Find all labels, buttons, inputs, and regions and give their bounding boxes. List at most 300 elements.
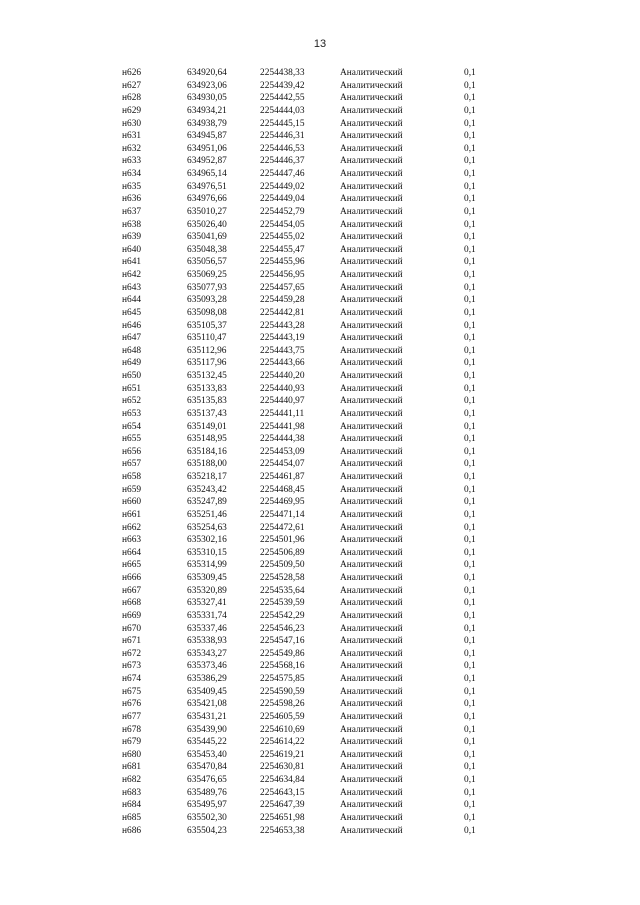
table-row (0, 774, 504, 787)
point-id-cell: н628 (122, 93, 142, 104)
y-coordinate-cell: 2254542,29 (260, 610, 305, 621)
method-cell: Аналитический (340, 522, 403, 533)
method-cell: Аналитический (340, 560, 403, 571)
point-id-cell: н686 (122, 825, 142, 836)
y-coordinate-cell: 2254605,59 (260, 711, 305, 722)
point-id-cell: н657 (122, 459, 142, 470)
x-coordinate-cell: 635148,95 (187, 434, 227, 445)
error-cell: 0,1 (464, 105, 476, 116)
y-coordinate-cell: 2254630,81 (260, 762, 305, 773)
method-cell: Аналитический (340, 825, 403, 836)
method-cell: Аналитический (340, 206, 403, 217)
table-row (0, 130, 504, 143)
y-coordinate-cell: 2254455,02 (260, 232, 305, 243)
table-row (0, 534, 504, 547)
table-row (0, 458, 504, 471)
error-cell: 0,1 (464, 699, 476, 710)
table-row (0, 143, 504, 156)
method-cell: Аналитический (340, 383, 403, 394)
x-coordinate-cell: 634923,06 (187, 80, 227, 91)
table-row (0, 711, 504, 724)
x-coordinate-cell: 635302,16 (187, 535, 227, 546)
y-coordinate-cell: 2254452,79 (260, 206, 305, 217)
error-cell: 0,1 (464, 636, 476, 647)
point-id-cell: н650 (122, 371, 142, 381)
table-row (0, 219, 504, 232)
method-cell: Аналитический (340, 156, 403, 167)
x-coordinate-cell: 635112,96 (187, 345, 227, 356)
error-cell: 0,1 (464, 560, 476, 571)
table-row (0, 812, 504, 825)
method-cell: Аналитический (340, 232, 403, 243)
point-id-cell: н632 (122, 143, 142, 154)
method-cell: Аналитический (340, 295, 403, 306)
method-cell: Аналитический (340, 711, 403, 722)
method-cell: Аналитический (340, 661, 403, 672)
error-cell: 0,1 (464, 408, 476, 419)
method-cell: Аналитический (340, 547, 403, 558)
x-coordinate-cell: 635409,45 (187, 686, 227, 697)
y-coordinate-cell: 2254454,05 (260, 219, 305, 230)
x-coordinate-cell: 635010,27 (187, 206, 227, 217)
error-cell: 0,1 (464, 585, 476, 596)
y-coordinate-cell: 2254456,95 (260, 270, 305, 280)
error-cell: 0,1 (464, 219, 476, 230)
x-coordinate-cell: 634930,05 (187, 93, 227, 104)
point-id-cell: н653 (122, 408, 142, 419)
x-coordinate-cell: 634965,14 (187, 169, 227, 179)
point-id-cell: н644 (122, 295, 142, 306)
point-id-cell: н643 (122, 282, 142, 293)
coordinates-table-body (0, 67, 504, 837)
table-row (0, 231, 504, 244)
table-row (0, 105, 504, 118)
x-coordinate-cell: 635098,08 (187, 307, 227, 318)
method-cell: Аналитический (340, 737, 403, 748)
method-cell: Аналитический (340, 169, 403, 179)
table-row (0, 559, 504, 572)
point-id-cell: н626 (122, 68, 142, 78)
table-row (0, 332, 504, 345)
x-coordinate-cell: 635254,63 (187, 522, 227, 533)
point-id-cell: н648 (122, 345, 142, 356)
x-coordinate-cell: 635320,89 (187, 585, 227, 596)
y-coordinate-cell: 2254457,65 (260, 282, 305, 293)
point-id-cell: н642 (122, 270, 142, 280)
method-cell: Аналитический (340, 724, 403, 735)
x-coordinate-cell: 635077,93 (187, 282, 227, 293)
x-coordinate-cell: 635314,99 (187, 560, 227, 571)
error-cell: 0,1 (464, 661, 476, 672)
x-coordinate-cell: 635343,27 (187, 648, 227, 659)
table-row (0, 395, 504, 408)
error-cell: 0,1 (464, 434, 476, 445)
point-id-cell: н674 (122, 674, 142, 684)
error-cell: 0,1 (464, 307, 476, 318)
y-coordinate-cell: 2254441,11 (260, 408, 305, 419)
x-coordinate-cell: 635504,23 (187, 825, 227, 836)
point-id-cell: н639 (122, 232, 142, 243)
x-coordinate-cell: 635470,84 (187, 762, 227, 773)
table-row (0, 155, 504, 168)
error-cell: 0,1 (464, 232, 476, 243)
table-row (0, 118, 504, 131)
x-coordinate-cell: 635243,42 (187, 484, 227, 495)
method-cell: Аналитический (340, 282, 403, 293)
table-row (0, 92, 504, 105)
y-coordinate-cell: 2254443,28 (260, 320, 305, 331)
error-cell: 0,1 (464, 522, 476, 533)
table-row (0, 256, 504, 269)
method-cell: Аналитический (340, 749, 403, 760)
method-cell: Аналитический (340, 333, 403, 344)
table-row (0, 648, 504, 661)
point-id-cell: н634 (122, 169, 142, 179)
error-cell: 0,1 (464, 446, 476, 457)
table-row (0, 320, 504, 333)
point-id-cell: н640 (122, 244, 142, 255)
table-row (0, 686, 504, 699)
table-row (0, 345, 504, 358)
point-id-cell: н670 (122, 623, 142, 634)
error-cell: 0,1 (464, 472, 476, 482)
error-cell: 0,1 (464, 623, 476, 634)
x-coordinate-cell: 635117,96 (187, 358, 227, 369)
point-id-cell: н681 (122, 762, 142, 773)
point-id-cell: н663 (122, 535, 142, 546)
method-cell: Аналитический (340, 623, 403, 634)
y-coordinate-cell: 2254610,69 (260, 724, 305, 735)
x-coordinate-cell: 635188,00 (187, 459, 227, 470)
method-cell: Аналитический (340, 610, 403, 621)
x-coordinate-cell: 635476,65 (187, 775, 227, 785)
y-coordinate-cell: 2254501,96 (260, 535, 305, 546)
y-coordinate-cell: 2254455,96 (260, 257, 305, 268)
point-id-cell: н641 (122, 257, 142, 268)
point-id-cell: н669 (122, 610, 142, 621)
x-coordinate-cell: 635327,41 (187, 598, 227, 609)
table-row (0, 585, 504, 598)
y-coordinate-cell: 2254455,47 (260, 244, 305, 255)
point-id-cell: н676 (122, 699, 142, 710)
error-cell: 0,1 (464, 320, 476, 331)
point-id-cell: н629 (122, 105, 142, 116)
point-id-cell: н656 (122, 446, 142, 457)
table-row (0, 635, 504, 648)
point-id-cell: н672 (122, 648, 142, 659)
x-coordinate-cell: 635386,29 (187, 674, 227, 684)
method-cell: Аналитический (340, 345, 403, 356)
error-cell: 0,1 (464, 547, 476, 558)
y-coordinate-cell: 2254509,50 (260, 560, 305, 571)
x-coordinate-cell: 634976,66 (187, 194, 227, 205)
error-cell: 0,1 (464, 762, 476, 773)
table-row (0, 724, 504, 737)
error-cell: 0,1 (464, 371, 476, 381)
method-cell: Аналитический (340, 270, 403, 280)
error-cell: 0,1 (464, 737, 476, 748)
point-id-cell: н658 (122, 472, 142, 482)
point-id-cell: н635 (122, 181, 142, 192)
error-cell: 0,1 (464, 181, 476, 192)
error-cell: 0,1 (464, 787, 476, 798)
error-cell: 0,1 (464, 749, 476, 760)
error-cell: 0,1 (464, 686, 476, 697)
error-cell: 0,1 (464, 68, 476, 78)
x-coordinate-cell: 635149,01 (187, 421, 227, 432)
y-coordinate-cell: 2254449,02 (260, 181, 305, 192)
y-coordinate-cell: 2254549,86 (260, 648, 305, 659)
method-cell: Аналитический (340, 307, 403, 318)
x-coordinate-cell: 635093,28 (187, 295, 227, 306)
error-cell: 0,1 (464, 383, 476, 394)
table-row (0, 269, 504, 282)
method-cell: Аналитический (340, 131, 403, 142)
error-cell: 0,1 (464, 282, 476, 293)
y-coordinate-cell: 2254440,20 (260, 371, 305, 381)
y-coordinate-cell: 2254446,53 (260, 143, 305, 154)
y-coordinate-cell: 2254445,15 (260, 118, 305, 129)
method-cell: Аналитический (340, 699, 403, 710)
error-cell: 0,1 (464, 194, 476, 205)
x-coordinate-cell: 635184,16 (187, 446, 227, 457)
point-id-cell: н633 (122, 156, 142, 167)
table-row (0, 698, 504, 711)
method-cell: Аналитический (340, 421, 403, 432)
method-cell: Аналитический (340, 371, 403, 381)
error-cell: 0,1 (464, 497, 476, 508)
error-cell: 0,1 (464, 573, 476, 583)
y-coordinate-cell: 2254528,58 (260, 573, 305, 583)
table-row (0, 282, 504, 295)
x-coordinate-cell: 635489,76 (187, 787, 227, 798)
error-cell: 0,1 (464, 257, 476, 268)
table-row (0, 736, 504, 749)
error-cell: 0,1 (464, 598, 476, 609)
table-row (0, 421, 504, 434)
error-cell: 0,1 (464, 610, 476, 621)
x-coordinate-cell: 635251,46 (187, 509, 227, 520)
y-coordinate-cell: 2254598,26 (260, 699, 305, 710)
x-coordinate-cell: 635137,43 (187, 408, 227, 419)
point-id-cell: н627 (122, 80, 142, 91)
x-coordinate-cell: 635069,25 (187, 270, 227, 280)
error-cell: 0,1 (464, 535, 476, 546)
y-coordinate-cell: 2254643,15 (260, 787, 305, 798)
y-coordinate-cell: 2254459,28 (260, 295, 305, 306)
point-id-cell: н655 (122, 434, 142, 445)
x-coordinate-cell: 635218,17 (187, 472, 227, 482)
point-id-cell: н651 (122, 383, 142, 394)
y-coordinate-cell: 2254443,66 (260, 358, 305, 369)
method-cell: Аналитический (340, 194, 403, 205)
x-coordinate-cell: 634952,87 (187, 156, 227, 167)
x-coordinate-cell: 635133,83 (187, 383, 227, 394)
method-cell: Аналитический (340, 573, 403, 583)
point-id-cell: н646 (122, 320, 142, 331)
table-row (0, 610, 504, 623)
x-coordinate-cell: 634951,06 (187, 143, 227, 154)
point-id-cell: н659 (122, 484, 142, 495)
y-coordinate-cell: 2254653,38 (260, 825, 305, 836)
table-row (0, 761, 504, 774)
y-coordinate-cell: 2254634,84 (260, 775, 305, 785)
method-cell: Аналитический (340, 118, 403, 129)
page-number: 13 (313, 38, 327, 50)
point-id-cell: н661 (122, 509, 142, 520)
coordinates-table (0, 67, 504, 837)
point-id-cell: н662 (122, 522, 142, 533)
point-id-cell: н675 (122, 686, 142, 697)
x-coordinate-cell: 635041,69 (187, 232, 227, 243)
table-row (0, 547, 504, 560)
error-cell: 0,1 (464, 484, 476, 495)
y-coordinate-cell: 2254454,07 (260, 459, 305, 470)
y-coordinate-cell: 2254575,85 (260, 674, 305, 684)
method-cell: Аналитический (340, 484, 403, 495)
error-cell: 0,1 (464, 509, 476, 520)
method-cell: Аналитический (340, 497, 403, 508)
y-coordinate-cell: 2254444,38 (260, 434, 305, 445)
y-coordinate-cell: 2254440,93 (260, 383, 305, 394)
x-coordinate-cell: 635105,37 (187, 320, 227, 331)
error-cell: 0,1 (464, 459, 476, 470)
method-cell: Аналитический (340, 68, 403, 78)
y-coordinate-cell: 2254442,55 (260, 93, 305, 104)
point-id-cell: н636 (122, 194, 142, 205)
point-id-cell: н685 (122, 812, 142, 823)
point-id-cell: н637 (122, 206, 142, 217)
table-row (0, 206, 504, 219)
y-coordinate-cell: 2254446,37 (260, 156, 305, 167)
table-row (0, 572, 504, 585)
table-row (0, 193, 504, 206)
x-coordinate-cell: 635048,38 (187, 244, 227, 255)
x-coordinate-cell: 635431,21 (187, 711, 227, 722)
table-row (0, 471, 504, 484)
x-coordinate-cell: 635310,15 (187, 547, 227, 558)
method-cell: Аналитический (340, 800, 403, 811)
error-cell: 0,1 (464, 358, 476, 369)
y-coordinate-cell: 2254449,04 (260, 194, 305, 205)
x-coordinate-cell: 635056,57 (187, 257, 227, 268)
x-coordinate-cell: 635110,47 (187, 333, 227, 344)
y-coordinate-cell: 2254442,81 (260, 307, 305, 318)
point-id-cell: н630 (122, 118, 142, 129)
method-cell: Аналитический (340, 598, 403, 609)
y-coordinate-cell: 2254590,59 (260, 686, 305, 697)
y-coordinate-cell: 2254461,87 (260, 472, 305, 482)
y-coordinate-cell: 2254443,75 (260, 345, 305, 356)
table-row (0, 787, 504, 800)
point-id-cell: н638 (122, 219, 142, 230)
y-coordinate-cell: 2254446,31 (260, 131, 305, 142)
point-id-cell: н683 (122, 787, 142, 798)
error-cell: 0,1 (464, 118, 476, 129)
y-coordinate-cell: 2254472,61 (260, 522, 305, 533)
table-row (0, 80, 504, 93)
table-row (0, 446, 504, 459)
y-coordinate-cell: 2254651,98 (260, 812, 305, 823)
error-cell: 0,1 (464, 724, 476, 735)
x-coordinate-cell: 635247,89 (187, 497, 227, 508)
x-coordinate-cell: 634976,51 (187, 181, 227, 192)
error-cell: 0,1 (464, 421, 476, 432)
method-cell: Аналитический (340, 775, 403, 785)
error-cell: 0,1 (464, 775, 476, 785)
error-cell: 0,1 (464, 80, 476, 91)
error-cell: 0,1 (464, 169, 476, 179)
error-cell: 0,1 (464, 825, 476, 836)
error-cell: 0,1 (464, 345, 476, 356)
point-id-cell: н677 (122, 711, 142, 722)
table-row (0, 509, 504, 522)
y-coordinate-cell: 2254453,09 (260, 446, 305, 457)
method-cell: Аналитический (340, 812, 403, 823)
error-cell: 0,1 (464, 156, 476, 167)
method-cell: Аналитический (340, 535, 403, 546)
y-coordinate-cell: 2254441,98 (260, 421, 305, 432)
y-coordinate-cell: 2254546,23 (260, 623, 305, 634)
table-row (0, 168, 504, 181)
error-cell: 0,1 (464, 206, 476, 217)
x-coordinate-cell: 635373,46 (187, 661, 227, 672)
point-id-cell: н645 (122, 307, 142, 318)
point-id-cell: н668 (122, 598, 142, 609)
x-coordinate-cell: 634938,79 (187, 118, 227, 129)
table-row (0, 244, 504, 257)
error-cell: 0,1 (464, 295, 476, 306)
table-row (0, 825, 504, 838)
error-cell: 0,1 (464, 648, 476, 659)
method-cell: Аналитический (340, 80, 403, 91)
method-cell: Аналитический (340, 648, 403, 659)
table-row (0, 370, 504, 383)
error-cell: 0,1 (464, 396, 476, 407)
point-id-cell: н660 (122, 497, 142, 508)
table-row (0, 307, 504, 320)
point-id-cell: н678 (122, 724, 142, 735)
x-coordinate-cell: 634945,87 (187, 131, 227, 142)
x-coordinate-cell: 635309,45 (187, 573, 227, 583)
method-cell: Аналитический (340, 636, 403, 647)
table-row (0, 660, 504, 673)
point-id-cell: н664 (122, 547, 142, 558)
method-cell: Аналитический (340, 181, 403, 192)
x-coordinate-cell: 634934,21 (187, 105, 227, 116)
x-coordinate-cell: 635026,40 (187, 219, 227, 230)
point-id-cell: н673 (122, 661, 142, 672)
method-cell: Аналитический (340, 585, 403, 596)
point-id-cell: н679 (122, 737, 142, 748)
table-row (0, 181, 504, 194)
y-coordinate-cell: 2254614,22 (260, 737, 305, 748)
y-coordinate-cell: 2254468,45 (260, 484, 305, 495)
table-row (0, 673, 504, 686)
y-coordinate-cell: 2254568,16 (260, 661, 305, 672)
x-coordinate-cell: 635135,83 (187, 396, 227, 407)
x-coordinate-cell: 634920,64 (187, 68, 227, 78)
table-row (0, 749, 504, 762)
error-cell: 0,1 (464, 800, 476, 811)
error-cell: 0,1 (464, 93, 476, 104)
y-coordinate-cell: 2254539,59 (260, 598, 305, 609)
method-cell: Аналитический (340, 320, 403, 331)
table-row (0, 623, 504, 636)
error-cell: 0,1 (464, 812, 476, 823)
y-coordinate-cell: 2254619,21 (260, 749, 305, 760)
method-cell: Аналитический (340, 257, 403, 268)
